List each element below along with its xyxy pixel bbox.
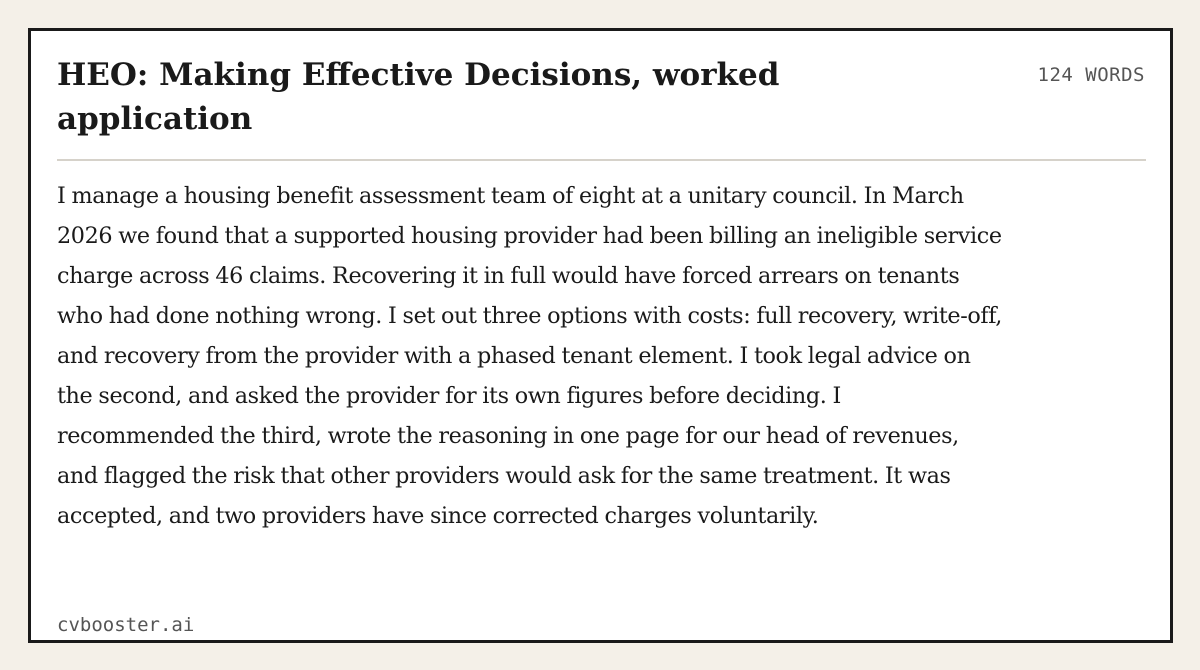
answer-card <box>28 28 1173 643</box>
divider <box>57 159 1146 161</box>
word-count: 124 WORDS <box>1037 64 1145 86</box>
brand-footer: cvbooster.ai <box>57 614 195 636</box>
answer-body: I manage a housing benefit assessment team of eight at a unitary council. In March 2026 we found that a supported housing provider had been billing an ineligible service charge across 46 claims. Recovering it in full would have forced arrears on tenants who had done nothing wrong. I set out three options with costs: full recovery, write-off, and recovery from the provider with a phased tenant element. I took legal advice on the second, and asked the provider for its own figures before deciding. I recommended the third, wrote the reasoning in one page for our head of revenues, and flagged the risk that other providers would ask for the same treatment. It was accepted, and two providers have since corrected charges voluntarily. <box>57 183 1002 529</box>
card-title: HEO: Making Effective Decisions, worked application <box>57 57 780 137</box>
